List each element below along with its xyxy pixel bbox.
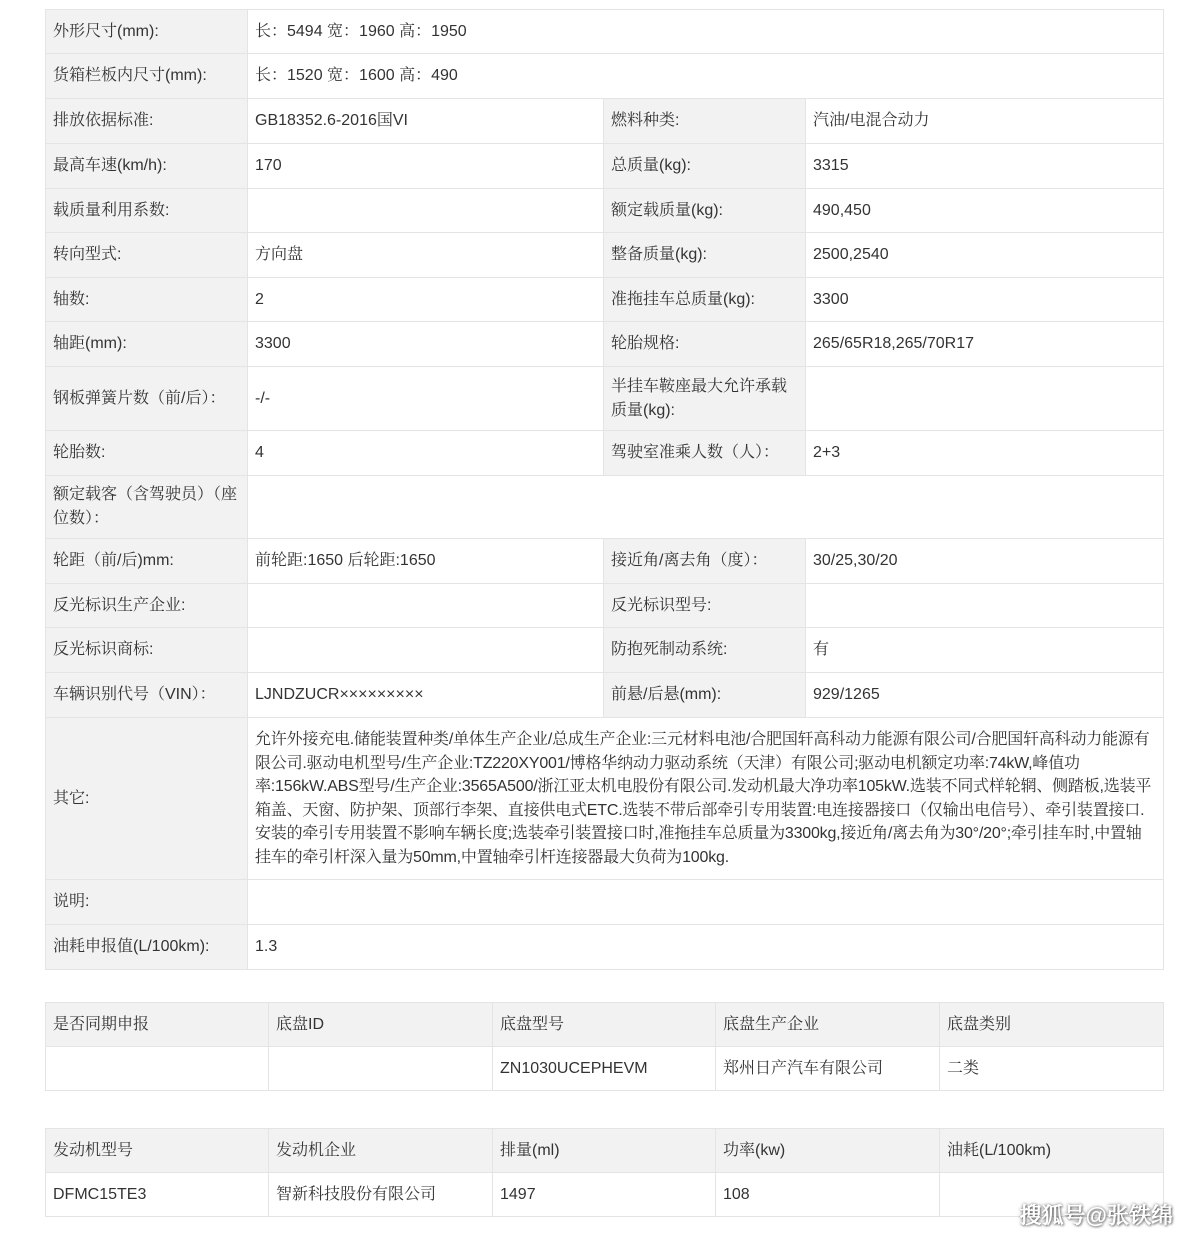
- table-header-row: [46, 1003, 1164, 1047]
- table-cell: 郑州日产汽车有限公司: [716, 1047, 940, 1091]
- param-label: 额定载客（含驾驶员）（座位数）：: [46, 476, 248, 539]
- param-label: 轴距(mm):: [46, 322, 248, 367]
- param-row: [46, 54, 1164, 99]
- table-cell: [46, 1047, 269, 1091]
- param-row: [46, 476, 1164, 539]
- table-cell: 智新科技股份有限公司: [269, 1173, 493, 1217]
- param-label: 前悬/后悬(mm):: [604, 673, 806, 718]
- param-value: 3315: [806, 144, 1164, 189]
- param-row: [46, 10, 1164, 54]
- param-row: [46, 233, 1164, 278]
- param-label: 说明:: [46, 880, 248, 925]
- param-value: GB18352.6-2016国VI: [248, 99, 604, 144]
- table-row: [46, 1047, 1164, 1091]
- param-value: 3300: [248, 322, 604, 367]
- param-label: 准拖挂车总质量(kg):: [604, 278, 806, 322]
- param-value: [248, 628, 604, 673]
- param-value: 490,450: [806, 189, 1164, 233]
- param-row: [46, 673, 1164, 718]
- param-row: [46, 628, 1164, 673]
- param-label: 载质量利用系数:: [46, 189, 248, 233]
- param-row: [46, 431, 1164, 476]
- param-value: LJNDZUCR×××××××××: [248, 673, 604, 718]
- column-header: 底盘型号: [493, 1003, 716, 1047]
- table-cell: 1497: [493, 1173, 716, 1217]
- param-label: 燃料种类:: [604, 99, 806, 144]
- param-row: [46, 144, 1164, 189]
- column-header: 底盘类别: [940, 1003, 1164, 1047]
- param-row: [46, 367, 1164, 431]
- param-row: [46, 539, 1164, 584]
- param-label: 驾驶室准乘人数（人）：: [604, 431, 806, 476]
- column-header: 油耗(L/100km): [940, 1129, 1164, 1173]
- param-value: 3300: [806, 278, 1164, 322]
- param-label: 反光标识生产企业:: [46, 584, 248, 628]
- table-cell: 二类: [940, 1047, 1164, 1091]
- param-value: 汽油/电混合动力: [806, 99, 1164, 144]
- column-header: 发动机企业: [269, 1129, 493, 1173]
- param-label: 转向型式:: [46, 233, 248, 278]
- param-label: 轮胎数:: [46, 431, 248, 476]
- param-row: [46, 278, 1164, 322]
- watermark: 搜狐号@张铁绵: [1019, 1203, 1173, 1228]
- param-value: [248, 476, 1164, 539]
- param-value: 1.3: [248, 925, 1164, 970]
- param-label: 油耗申报值(L/100km):: [46, 925, 248, 970]
- param-value: 长：1520 宽：1600 高：490: [248, 54, 1164, 99]
- param-value: 长：5494 宽：1960 高：1950: [248, 10, 1164, 54]
- param-value: 170: [248, 144, 604, 189]
- column-header: 底盘生产企业: [716, 1003, 940, 1047]
- param-value: [806, 584, 1164, 628]
- column-header: 底盘ID: [269, 1003, 493, 1047]
- column-header: 功率(kw): [716, 1129, 940, 1173]
- chassis-table: [45, 1002, 1164, 1091]
- param-value: 方向盘: [248, 233, 604, 278]
- param-label: 额定载质量(kg):: [604, 189, 806, 233]
- param-value: [806, 367, 1164, 431]
- param-label: 轴数:: [46, 278, 248, 322]
- table-cell: [269, 1047, 493, 1091]
- param-label: 轮胎规格:: [604, 322, 806, 367]
- param-value: 2: [248, 278, 604, 322]
- param-value: 前轮距:1650 后轮距:1650: [248, 539, 604, 584]
- param-value: -/-: [248, 367, 604, 431]
- param-row: [46, 880, 1164, 925]
- param-value: 有: [806, 628, 1164, 673]
- param-value: 30/25,30/20: [806, 539, 1164, 584]
- param-label: 车辆识别代号（VIN）：: [46, 673, 248, 718]
- param-label: 防抱死制动系统:: [604, 628, 806, 673]
- param-label: 接近角/离去角（度）：: [604, 539, 806, 584]
- param-value: 4: [248, 431, 604, 476]
- table-cell: ZN1030UCEPHEVM: [493, 1047, 716, 1091]
- param-label: 钢板弹簧片数（前/后）：: [46, 367, 248, 431]
- param-label: 最高车速(km/h):: [46, 144, 248, 189]
- param-label: 整备质量(kg):: [604, 233, 806, 278]
- table-row: [46, 1173, 1164, 1217]
- param-label: 排放依据标准:: [46, 99, 248, 144]
- param-value: [248, 584, 604, 628]
- param-value: 929/1265: [806, 673, 1164, 718]
- param-row: [46, 925, 1164, 970]
- param-value: [248, 189, 604, 233]
- column-header: 发动机型号: [46, 1129, 269, 1173]
- param-row: [46, 99, 1164, 144]
- param-label: 反光标识商标:: [46, 628, 248, 673]
- param-label: 其它:: [46, 718, 248, 880]
- param-value: 2+3: [806, 431, 1164, 476]
- table-cell: DFMC15TE3: [46, 1173, 269, 1217]
- param-row: [46, 718, 1164, 880]
- param-label: 反光标识型号:: [604, 584, 806, 628]
- param-row: [46, 584, 1164, 628]
- param-value: 2500,2540: [806, 233, 1164, 278]
- param-label: 轮距（前/后)mm:: [46, 539, 248, 584]
- table-header-row: [46, 1129, 1164, 1173]
- param-label: 货箱栏板内尺寸(mm):: [46, 54, 248, 99]
- column-header: 排量(ml): [493, 1129, 716, 1173]
- table-cell: 108: [716, 1173, 940, 1217]
- param-label: 总质量(kg):: [604, 144, 806, 189]
- param-row: [46, 322, 1164, 367]
- param-value: [248, 880, 1164, 925]
- param-label: 半挂车鞍座最大允许承载质量(kg):: [604, 367, 806, 431]
- column-header: 是否同期申报: [46, 1003, 269, 1047]
- param-value: 265/65R18,265/70R17: [806, 322, 1164, 367]
- param-value-long: 允许外接充电.储能装置种类/单体生产企业/总成生产企业:三元材料电池/合肥国轩高科动力能源有限公司/合肥国轩高科动力能源有限公司.驱动电机型号/生产企业:TZ220XY001/博格华纳动力驱动系统（天津）有限公司;驱动电机额定功率:74kW,峰值功率:156kW.ABS型号/生产企业:3565A500/浙江亚太机电股份有限公司.发动机最大净功率105kW.选装不同式样轮辋、侧踏板,选装平箱盖、天窗、防护架、顶部行李架、直接供电式ETC.选装不带后部牵引专用装置:电连接器接口（仅输出电信号）、牵引装置接口.安装的牵引专用装置不影响车辆长度;选装牵引装置接口时,准拖挂车总质量为3300kg,接近角/离去角为30°/20°;牵引挂车时,中置轴挂车的牵引杆深入量为50mm,中置轴牵引杆连接器最大负荷为100kg.: [248, 718, 1164, 880]
- param-label: 外形尺寸(mm):: [46, 10, 248, 54]
- param-row: [46, 189, 1164, 233]
- engine-table: [45, 1128, 1164, 1217]
- vehicle-params-table: [45, 9, 1164, 970]
